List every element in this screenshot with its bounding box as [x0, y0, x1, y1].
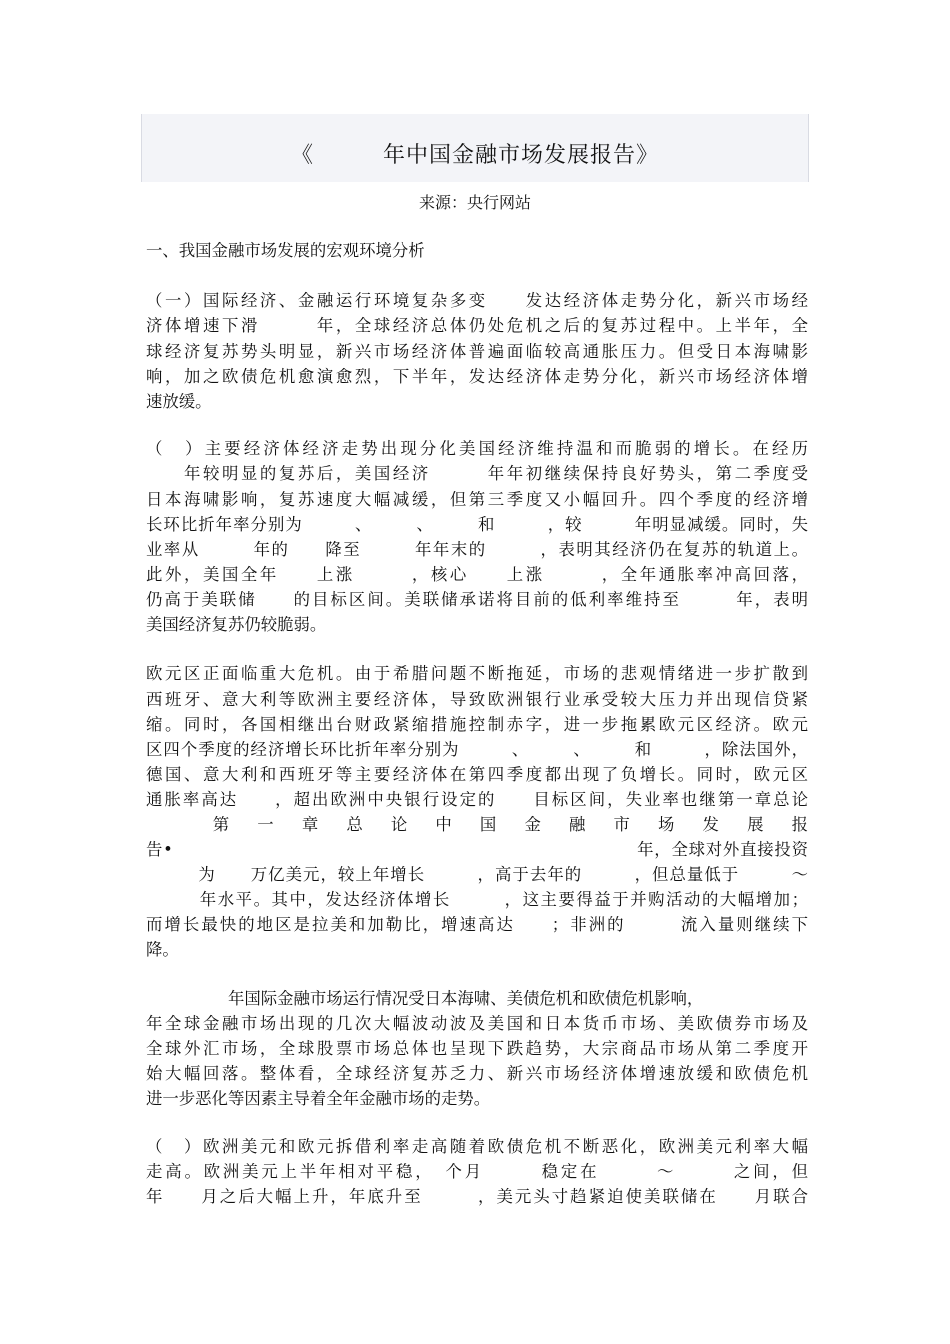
body-line: 年全球金融市场出现的几次大幅波动波及美国和日本货币市场、美欧债券市场及	[146, 1014, 808, 1033]
body-line: 此外，美国全年 上涨 ，核心 上涨 ，全年通胀率冲高回落，	[146, 565, 808, 584]
body-line: 缩。同时，各国相继出台财政紧缩措施控制赤字，进一步拖累欧元区经济。欧元	[146, 715, 808, 734]
body-line: 年国际金融市场运行情况受日本海啸、美债危机和欧债危机影响，	[146, 989, 704, 1008]
body-line: 长环比折年率分别为 、 、 和 ，较 年明显减缓。同时，失	[146, 515, 808, 534]
body-line: 响，加之欧债危机愈演愈烈，下半年，发达经济体走势分化，新兴市场经济体增	[146, 367, 808, 386]
body-line: 区四个季度的经济增长环比折年率分别为 、 、 和 ，除法国外，	[146, 740, 808, 759]
body-line: 德国、意大利和西班牙等主要经济体在第四季度都出现了负增长。同时，欧元区	[146, 765, 808, 784]
title-banner	[141, 114, 809, 182]
body-line: 走高。欧洲美元上半年相对平稳， 个月 稳定在 ～ 之间，但	[146, 1162, 808, 1181]
body-line: 欧元区正面临重大危机。由于希腊问题不断拖延，市场的悲观情绪进一步扩散到	[146, 664, 808, 683]
body-line: 年 月之后大幅上升，年底升至 ，美元头寸趋紧迫使美联储在 月联合	[146, 1187, 808, 1206]
body-line: 进一步恶化等因素主导着全年金融市场的走势。	[146, 1089, 491, 1108]
source-line: 来源：央行网站	[418, 193, 531, 212]
body-line: （ ）主要经济体经济走势出现分化美国经济维持温和而脆弱的增长。在经历	[146, 439, 808, 458]
body-line: 通胀率高达 ，超出欧洲中央银行设定的 目标区间，失业率也继第一章总论	[146, 790, 808, 809]
body-line: （一）国际经济、金融运行环境复杂多变 发达经济体走势分化，新兴市场经	[146, 291, 808, 310]
body-line: 告• 年，全球对外直接投资	[146, 840, 808, 859]
body-line: 降。	[146, 940, 179, 959]
body-line: 西班牙、意大利等欧洲主要经济体，导致欧洲银行业承受较大压力并出现信贷紧	[146, 690, 808, 709]
body-line: 日本海啸影响，复苏速度大幅减缓，但第三季度又小幅回升。四个季度的经济增	[146, 490, 808, 509]
running-header-line: 第 一 章 总 论 中 国 金 融 市 场 发 展 报	[146, 815, 808, 834]
body-line: 业率从 年的 降至 年年末的 ，表明其经济仍在复苏的轨道上。	[146, 540, 808, 559]
body-line: 而增长最快的地区是拉美和加勒比，增速高达 ；非洲的 流入量则继续下	[146, 915, 808, 934]
body-line: 年较明显的复苏后，美国经济 年年初继续保持良好势头，第二季度受	[146, 464, 808, 483]
body-line: 济体增速下滑 年，全球经济总体仍处危机之后的复苏过程中。上半年，全	[146, 316, 808, 335]
body-line: 球经济复苏势头明显，新兴市场经济体普遍面临较高通胀压力。但受日本海啸影	[146, 342, 808, 361]
body-line: 全球外汇市场，全球股票市场总体也呈现下跌趋势，大宗商品市场从第二季度开	[146, 1039, 808, 1058]
body-line: （ ）欧洲美元和欧元拆借利率走高随着欧债危机不断恶化，欧洲美元利率大幅	[146, 1137, 808, 1156]
body-line: 速放缓。	[146, 392, 212, 411]
body-line: 年水平。其中，发达经济体增长 ，这主要得益于并购活动的大幅增加；	[146, 890, 808, 909]
body-line: 始大幅回落。整体看，全球经济复苏乏力、新兴市场经济体增速放缓和欧债危机	[146, 1064, 808, 1083]
body-line: 仍高于美联储 的目标区间。美联储承诺将目前的低利率维持至 年，表明	[146, 590, 808, 609]
body-line: 为 万亿美元，较上年增长 ，高于去年的 ，但总量低于 ～	[146, 865, 808, 884]
body-line: 美国经济复苏仍较脆弱。	[146, 615, 327, 634]
document-title: 《 年中国金融市场发展报告》	[290, 143, 659, 168]
section-heading: 一、我国金融市场发展的宏观环境分析	[146, 241, 425, 260]
